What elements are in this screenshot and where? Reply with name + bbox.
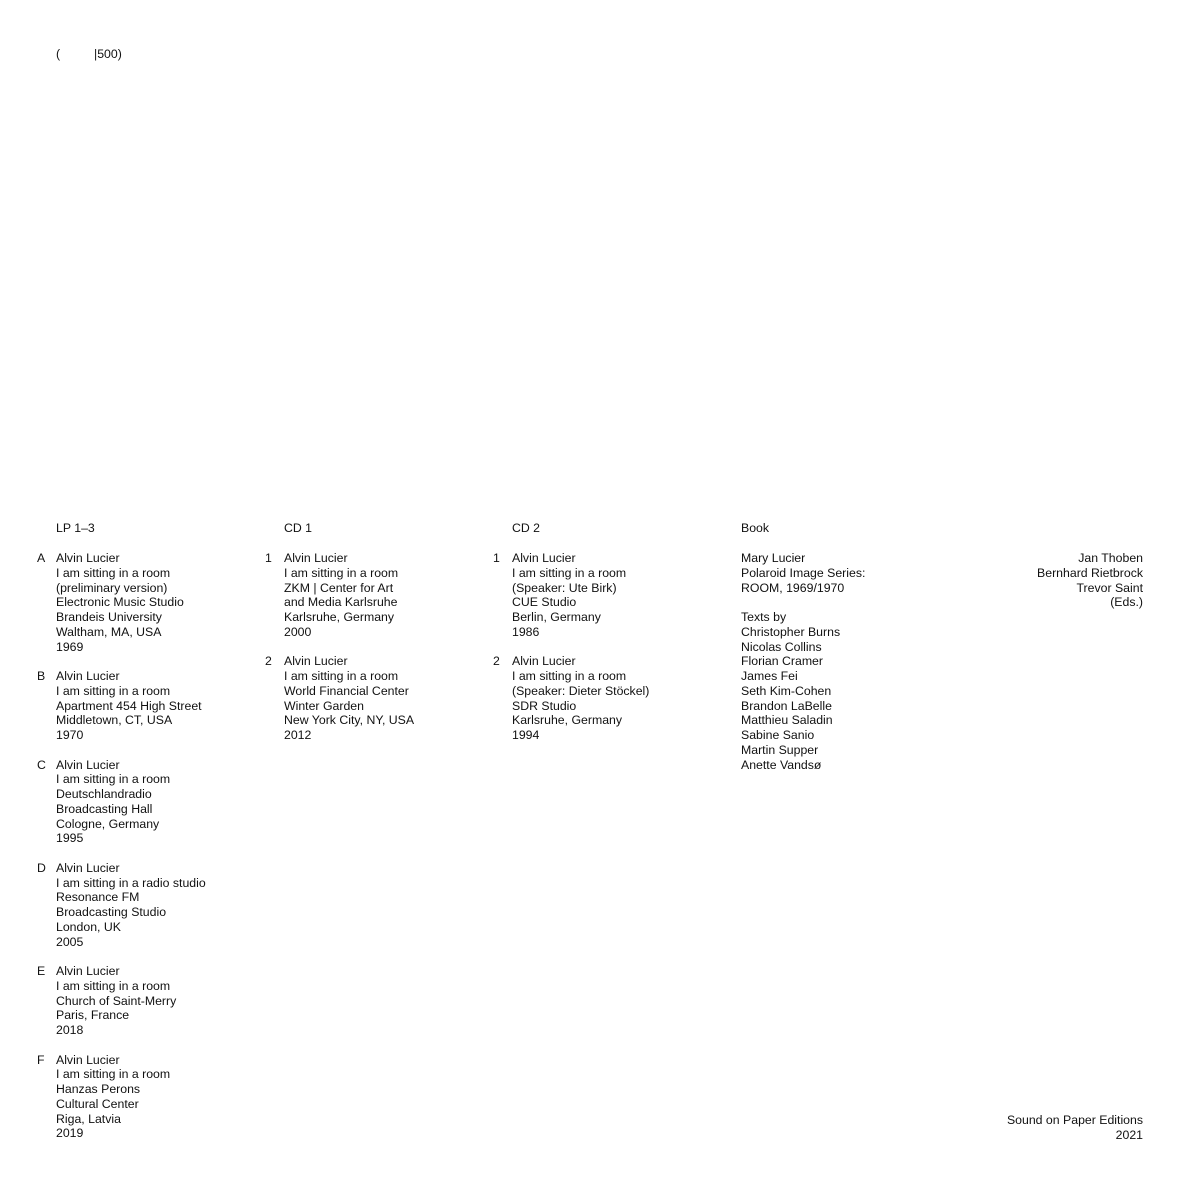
location: Middletown, CT, USA xyxy=(56,713,173,728)
side-letter: F xyxy=(37,1052,45,1067)
cd2-track-list xyxy=(493,551,650,743)
cd2-track-2 xyxy=(493,654,650,743)
year: 2018 xyxy=(56,1023,84,1037)
author: Seth Kim-Cohen xyxy=(741,683,832,698)
artist: Alvin Lucier xyxy=(56,860,120,875)
year: 1986 xyxy=(512,624,540,639)
venue: SDR Studio xyxy=(512,698,577,713)
title: I am sitting in a room xyxy=(56,683,171,698)
catalog-open-paren: ( xyxy=(56,47,61,61)
catalog-number: |500) xyxy=(94,47,122,61)
location: Paris, France xyxy=(56,1008,130,1023)
location: Waltham, MA, USA xyxy=(56,624,162,639)
artist: Alvin Lucier xyxy=(56,669,120,683)
artist: Alvin Lucier xyxy=(512,551,576,565)
heading-book: Book xyxy=(741,521,770,535)
book-authors xyxy=(741,610,865,772)
venue-detail: Broadcasting Hall xyxy=(56,801,153,816)
editors-label: (Eds.) xyxy=(1110,595,1143,610)
title: I am sitting in a radio studio xyxy=(56,875,206,890)
cd1-track-2 xyxy=(265,654,415,743)
location: Riga, Latvia xyxy=(56,1111,121,1126)
publisher-name: Sound on Paper Editions xyxy=(1006,1113,1143,1127)
location: Cologne, Germany xyxy=(56,816,160,831)
artist: Alvin Lucier xyxy=(56,757,120,772)
side-letter: E xyxy=(37,964,46,978)
author: Sabine Sanio xyxy=(741,728,815,742)
cd1-track-list xyxy=(265,551,415,743)
author: Anette Vandsø xyxy=(741,757,822,772)
venue-detail: and Media Karlsruhe xyxy=(284,595,398,610)
author: Martin Supper xyxy=(741,742,819,757)
year: 2019 xyxy=(56,1126,84,1141)
year: 1995 xyxy=(56,831,84,846)
texts-label: Texts by xyxy=(741,610,787,624)
venue: World Financial Center xyxy=(284,683,409,698)
publisher-year: 2021 xyxy=(1115,1127,1143,1142)
venue-detail: Winter Garden xyxy=(284,698,364,713)
location: Karlsruhe, Germany xyxy=(512,713,623,728)
track-number: 2 xyxy=(493,654,500,669)
side-letter: A xyxy=(37,551,46,565)
artist: Alvin Lucier xyxy=(56,551,120,565)
heading-cd2: CD 2 xyxy=(512,521,541,535)
editor: Bernhard Rietbrock xyxy=(1037,565,1143,580)
year: 1994 xyxy=(512,728,540,742)
title: I am sitting in a room xyxy=(56,1067,171,1082)
track-number: 1 xyxy=(265,551,272,565)
location: Berlin, Germany xyxy=(512,610,601,624)
lp-side-b xyxy=(37,669,206,743)
artwork-title: ROOM, 1969/1970 xyxy=(741,580,845,595)
lp-side-c xyxy=(37,757,206,847)
artist: Alvin Lucier xyxy=(284,654,348,669)
editors xyxy=(1037,551,1143,610)
book-contents xyxy=(741,551,865,787)
cd1-track-1 xyxy=(265,551,414,640)
artist: Alvin Lucier xyxy=(56,1052,120,1067)
location: Karlsruhe, Germany xyxy=(284,610,395,624)
title: I am sitting in a room xyxy=(512,669,627,683)
author: Christopher Burns xyxy=(741,624,841,639)
year: 2012 xyxy=(284,728,312,742)
artist: Alvin Lucier xyxy=(56,964,120,978)
venue: ZKM | Center for Art xyxy=(284,580,394,595)
track-number: 2 xyxy=(265,654,272,669)
author: Nicolas Collins xyxy=(741,639,822,654)
side-letter: D xyxy=(37,860,46,875)
location: New York City, NY, USA xyxy=(284,713,415,728)
title: I am sitting in a room xyxy=(512,565,627,580)
venue: Apartment 454 High Street xyxy=(56,698,202,713)
title: I am sitting in a room xyxy=(284,669,399,683)
cd2-track-1 xyxy=(493,551,649,640)
author: Matthieu Saladin xyxy=(741,713,833,728)
lp-side-a xyxy=(37,551,206,654)
side-letter: B xyxy=(37,669,46,683)
year: 1969 xyxy=(56,639,84,654)
side-letter: C xyxy=(37,757,46,772)
version-note: (preliminary version) xyxy=(56,580,168,595)
title: I am sitting in a room xyxy=(56,565,171,580)
author: Brandon LaBelle xyxy=(741,698,832,713)
track-number: 1 xyxy=(493,551,500,565)
artist: Alvin Lucier xyxy=(512,654,576,669)
venue: Electronic Music Studio xyxy=(56,595,184,610)
editor: Jan Thoben xyxy=(1078,551,1143,565)
location: London, UK xyxy=(56,919,121,934)
artwork-artist: Mary Lucier xyxy=(741,551,806,565)
lp-side-f xyxy=(37,1052,206,1142)
title: I am sitting in a room xyxy=(284,565,399,580)
venue: Church of Saint-Merry xyxy=(56,993,177,1008)
artist: Alvin Lucier xyxy=(284,551,348,565)
title: I am sitting in a room xyxy=(56,978,171,993)
year: 1970 xyxy=(56,728,84,742)
year: 2005 xyxy=(56,934,84,949)
venue-detail: Cultural Center xyxy=(56,1096,139,1111)
lp-side-d xyxy=(37,860,206,950)
venue: Resonance FM xyxy=(56,890,140,905)
year: 2000 xyxy=(284,624,312,639)
heading-lp: LP 1–3 xyxy=(56,521,95,535)
author: Florian Cramer xyxy=(741,654,823,669)
artwork-series: Polaroid Image Series: xyxy=(741,565,866,580)
book-artwork xyxy=(741,551,865,595)
venue: CUE Studio xyxy=(512,595,577,610)
heading-cd1: CD 1 xyxy=(284,521,313,535)
venue: Hanzas Perons xyxy=(56,1082,141,1096)
speaker: (Speaker: Dieter Stöckel) xyxy=(512,683,650,698)
title: I am sitting in a room xyxy=(56,772,171,787)
lp-side-e xyxy=(37,964,206,1038)
speaker: (Speaker: Ute Birk) xyxy=(512,580,617,595)
author: James Fei xyxy=(741,669,798,683)
lp-track-list xyxy=(37,551,206,1141)
venue-detail: Broadcasting Studio xyxy=(56,905,167,919)
publisher xyxy=(1007,1113,1143,1143)
venue-detail: Brandeis University xyxy=(56,610,162,624)
editor: Trevor Saint xyxy=(1076,580,1143,595)
venue: Deutschlandradio xyxy=(56,787,152,801)
